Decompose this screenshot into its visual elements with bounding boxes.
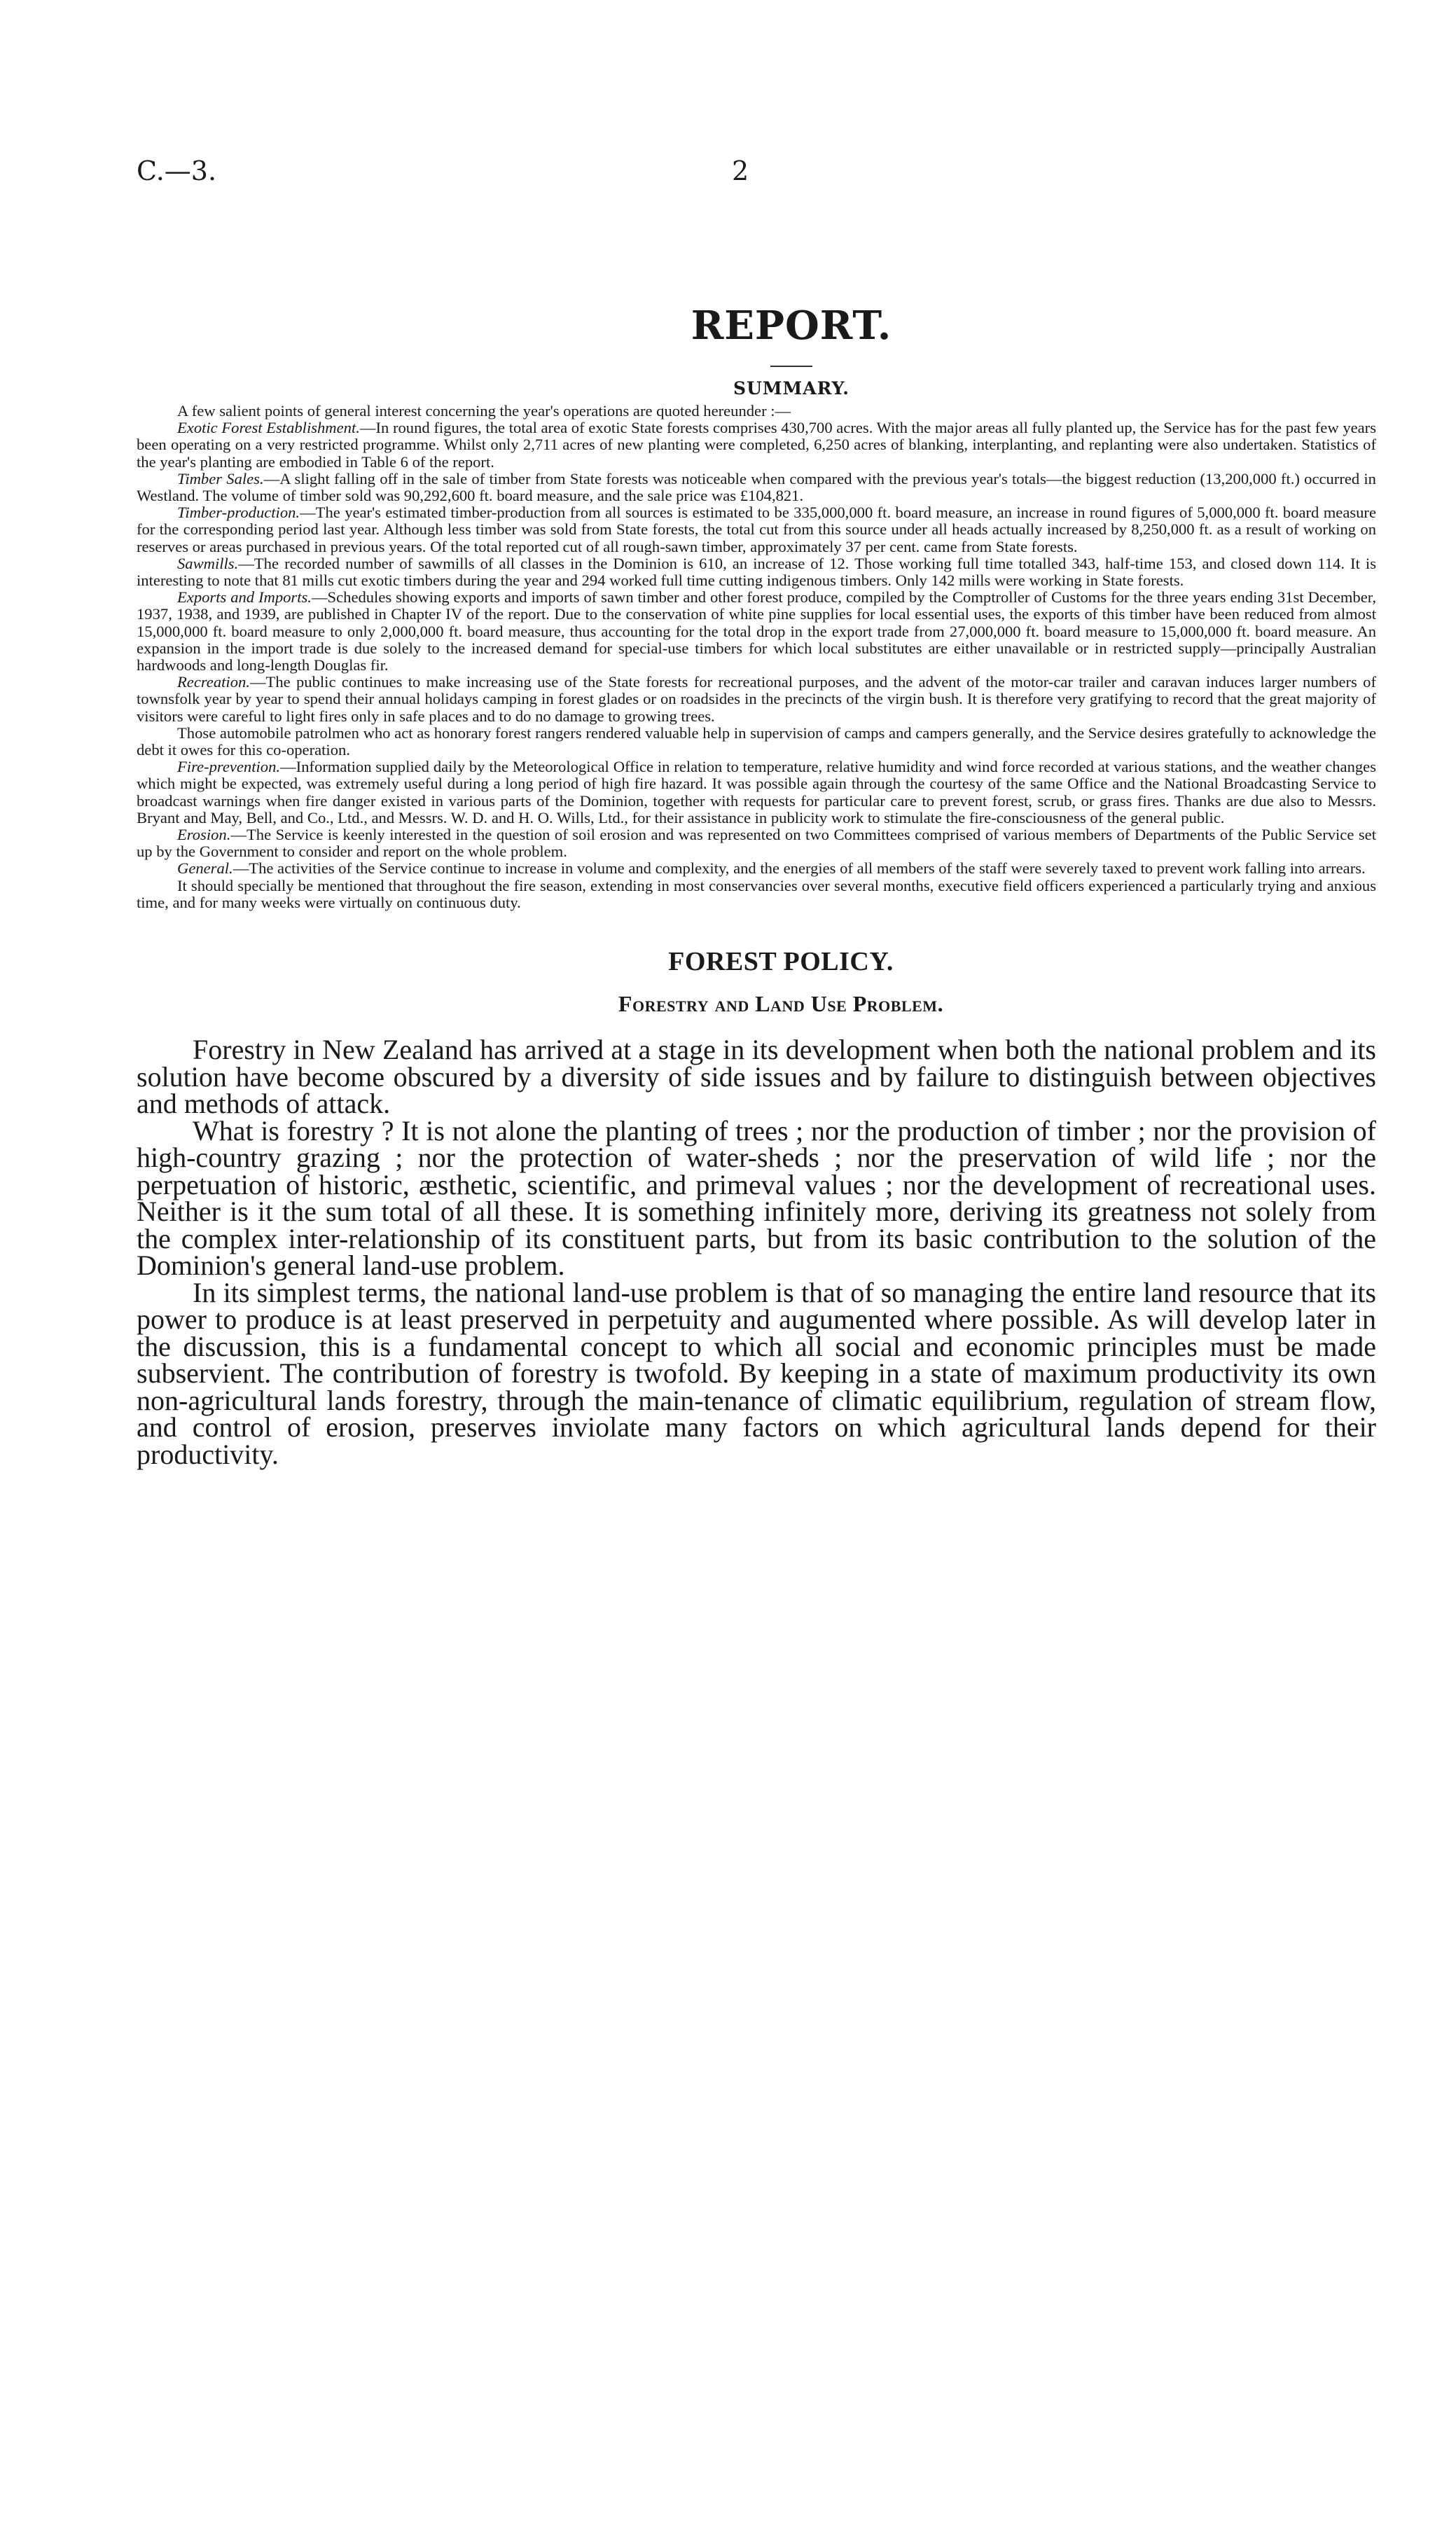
summary-text: —The public continues to make increasing use of the State forests for recreational purposes, and the advent of the motor-car trailer and caravan induces larger numbers of townsfolk year by year to spend their annual holidays camping in forest glades or on roadsides in the precincts of the virgin bush. It is therefore very gratifying to record that the great majority of visitors were careful to light fires only in safe places and to do no damage to growing trees. bbox=[137, 673, 1376, 725]
summary-lead: Exports and Imports. bbox=[177, 588, 312, 607]
summary-paragraph bbox=[137, 725, 1376, 759]
summary-paragraph bbox=[137, 759, 1376, 826]
summary-paragraph bbox=[137, 420, 1376, 471]
summary-lead: Timber Sales. bbox=[177, 469, 264, 487]
summary-text: It should specially be mentioned that throughout the fire season, extending in most conservancies over several months, executive field officers experienced a particularly trying and anxious time, and for many weeks were virtually on continuous duty. bbox=[137, 876, 1376, 911]
title-rule bbox=[770, 366, 812, 367]
summary-text: —The recorded number of sawmills of all classes in the Dominion is 610, an increase of 12. Those working full time totalled 343, half-time 153, and closed down 114. It is interesting to note that 81 mills cut exotic timbers during the year and 294 worked full time cutting indigenous timbers. Only 142 mills were working in State forests. bbox=[137, 554, 1376, 590]
report-title: REPORT. bbox=[691, 303, 892, 349]
summary-text: —The Service is keenly interested in the question of soil erosion and was represented on two Committees comprised of various members of Departments of the Public Service set up by the Government to consider and report on the whole problem. bbox=[137, 826, 1376, 861]
summary-paragraph bbox=[137, 555, 1376, 589]
summary-lead: Erosion. bbox=[177, 826, 231, 844]
summary-lead: Recreation. bbox=[177, 673, 250, 691]
summary-lead: General. bbox=[177, 859, 233, 878]
policy-paragraph: What is forestry ? It is not alone the planting of trees ; nor the production of timber ; nor the provision of high-country grazing ; nor the protection of water-sheds ; nor the preservation of wild life ; nor the perpetuation of historic, æsthetic, scientific, and primeval values ; nor the development of recreational uses. Neither is it the sum total of all these. It is something infinitely more, deriving its greatness not solely from the complex inter-relationship of its constituent parts, but from its basic contribution to the solution of the Dominion's general land-use problem. bbox=[137, 1114, 1376, 1282]
summary-lead: Exotic Forest Establishment. bbox=[177, 419, 360, 437]
summary-text: —In round figures, the total area of exotic State forests comprises 430,700 acres. With the major areas all fully planted up, the Service has for the past few years been operating on a very restricted programme. Whilst only 2,711 acres of new planting were completed, 6,250 acres of blanking, interplanting, and replanting were also undertaken. Statistics of the year's planting are embodied in Table 6 of the report. bbox=[137, 419, 1376, 471]
running-head bbox=[137, 155, 1373, 198]
summary-paragraph bbox=[137, 471, 1376, 504]
summary-text: —The year's estimated timber-production from all sources is estimated to be 335,000,000 ft. board measure, an increase in round figures of 5,000,000 ft. board measure for the corresponding period last year. Although less timber was sold from State forests, the total cut from this source under all heads actually increased by 8,250,000 ft. as a result of working on reserves or areas purchased in previous years. Of the total reported cut of all rough-sawn timber, approximately 37 per cent. came from State forests. bbox=[137, 504, 1376, 555]
document-reference: C.—3. bbox=[137, 155, 217, 186]
page-number: 2 bbox=[732, 155, 749, 186]
summary-paragraph bbox=[137, 674, 1376, 725]
summary-lead: Fire-prevention. bbox=[177, 758, 281, 776]
forest-policy-heading: FOREST POLICY. bbox=[668, 947, 894, 977]
summary-lead: Sawmills. bbox=[177, 554, 239, 572]
summary-heading: SUMMARY. bbox=[733, 378, 850, 399]
summary-lead: Timber-production. bbox=[177, 504, 300, 522]
summary-text: —A slight falling off in the sale of timber from State forests was noticeable when compared with the previous year's totals—the biggest reduction (13,200,000 ft.) occurred in Westland. The volume of timber sold was 90,292,600 ft. board measure, and the sale price was £104,821. bbox=[137, 469, 1376, 505]
summary-paragraph bbox=[137, 504, 1376, 555]
forest-policy-subheading: Forestry and Land Use Problem. bbox=[618, 991, 944, 1017]
summary-paragraph bbox=[137, 403, 1376, 420]
summary-text: Those automobile patrolmen who act as honorary forest rangers rendered valuable help in supervision of camps and campers generally, and the Service desires gratefully to acknowledge the debt it owes for this co-operation. bbox=[137, 723, 1376, 759]
summary-section bbox=[137, 403, 1376, 911]
summary-text: —The activities of the Service continue to increase in volume and complexity, and the energies of all members of the staff were severely taxed to prevent work falling into arrears. bbox=[233, 859, 1366, 878]
policy-paragraph: In its simplest terms, the national land-use problem is that of so managing the entire land resource that its power to produce is at least preserved in perpetuity and augumented where possible. As will develop later in the discussion, this is a fundamental concept to which all social and economic principles must be made subservient. The contribution of forestry is twofold. By keeping in a state of maximum productivity its own non-agricultural lands forestry, through the main-tenance of climatic equilibrium, regulation of stream flow, and control of erosion, preserves inviolate many factors on which agricultural lands depend for their productivity. bbox=[137, 1276, 1376, 1470]
summary-paragraph bbox=[137, 826, 1376, 860]
summary-paragraph bbox=[137, 860, 1376, 877]
summary-text: A few salient points of general interest concerning the year's operations are quoted hereunder :— bbox=[177, 402, 791, 420]
summary-paragraph bbox=[137, 589, 1376, 674]
forest-policy-section bbox=[137, 1034, 1376, 1470]
policy-paragraph: Forestry in New Zealand has arrived at a stage in its development when both the national problem and its solution have become obscured by a diversity of side issues and by failure to distinguish between objectives and methods of attack. bbox=[137, 1034, 1376, 1120]
content bbox=[137, 301, 1376, 1468]
summary-paragraph bbox=[137, 878, 1376, 911]
summary-text: —Information supplied daily by the Meteorological Office in relation to temperature, relative humidity and wind force recorded at various stations, and the weather changes which might be expected, was extremely useful during a long period of high fire hazard. It was possible again through the courtesy of the same Office and the National Broadcasting Service to broadcast warnings when fire danger existed in various parts of the Dominion, together with requests for particular care to prevent forest, scrub, or grass fires. Thanks are due also to Messrs. Bryant and May, Bell, and Co., Ltd., and Messrs. W. D. and H. O. Wills, Ltd., for their assistance in publicity work to stimulate the fire-consciousness of the general public. bbox=[137, 758, 1376, 826]
summary-text: —Schedules showing exports and imports of sawn timber and other forest produce, compiled by the Comptroller of Customs for the three years ending 31st December, 1937, 1938, and 1939, are published in Chapter IV of the report. Due to the conservation of white pine supplies for local essential uses, the exports of this timber have been reduced from almost 15,000,000 ft. board measure to only 2,000,000 ft. board measure, thus accounting for the total drop in the export trade from 27,000,000 ft. board measure to 15,000,000 ft. board measure. An expansion in the import trade is due solely to the increased demand for special-use timbers for which local substitutes are either unavailable or in restricted supply—principally Australian hardwoods and long-length Douglas fir. bbox=[137, 588, 1377, 674]
